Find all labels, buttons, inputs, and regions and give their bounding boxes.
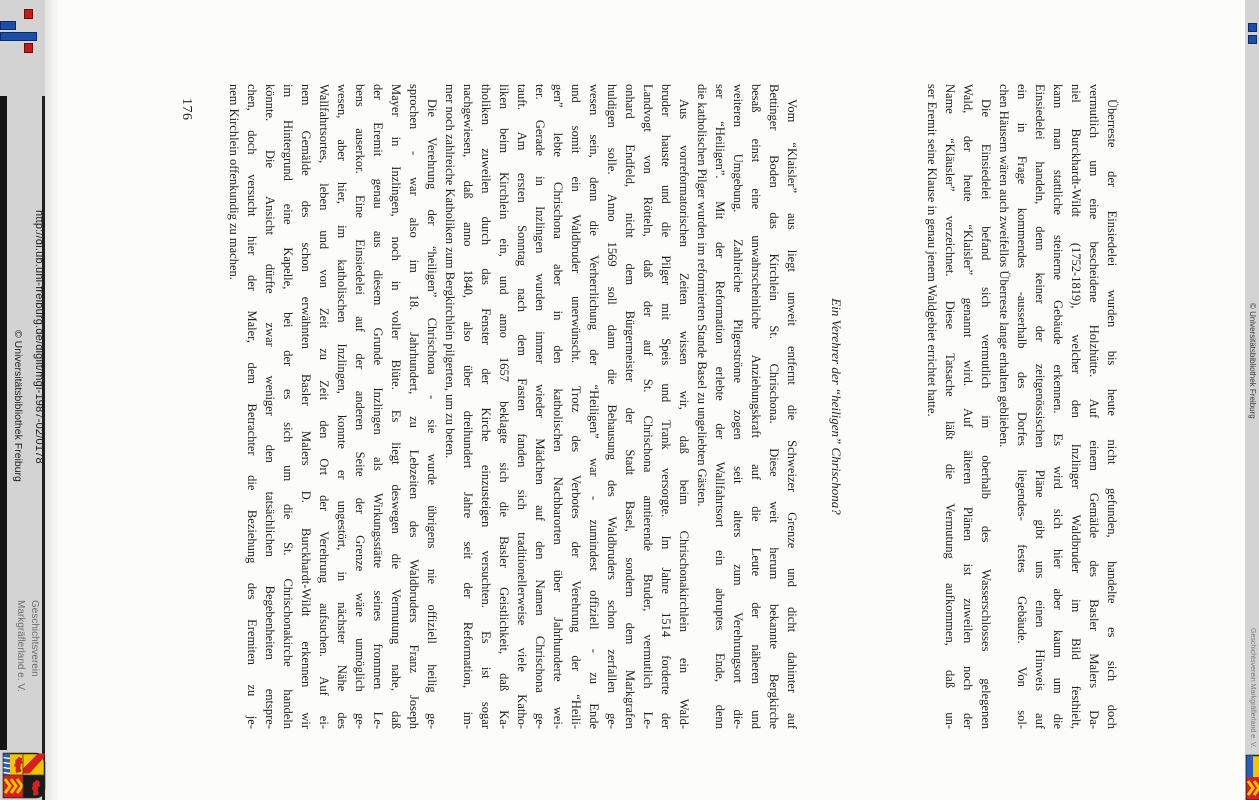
nav-arrow-long-icon[interactable]	[0, 32, 37, 41]
scan-edge-strip	[0, 96, 7, 750]
text-line: nem Gemälde des schon erwähnten Basler Malers D. Burckhardt-Wildt erkennen wir	[299, 84, 313, 729]
text-line: wesen sein, denn die Verherrlichung der “Heiligen” war - zumindest offiziell - zu Ende	[587, 84, 601, 729]
text-line: Einsiedelei handeln, denn keiner der zeitgenössischen Pläne gibt uns einen Hinweis auf	[1033, 84, 1047, 729]
text-line: tholiken zuweilen durch das Fenster der Kirche einzusteigen versuchten. Es ist sogar	[479, 84, 493, 729]
text-line: und somit ein Waldbruder unerwünscht. Trotz des Verbotes der Verehrung der “Heili-	[569, 84, 583, 729]
nav-arrow-clipped-icon[interactable]	[1248, 23, 1257, 32]
text-line: bens auserkor. Eine Einsiedelei auf der anderen Seite der Grenze wäre unmöglich ge-	[353, 84, 367, 729]
text-line: onhard Endfeld, nicht dem Bürgermeister der Stadt Basel, sondern dem Markgrafen	[623, 84, 637, 729]
nav-arrow-clipped-icon[interactable]	[1248, 35, 1257, 44]
text-line: ein in Frage kommendes -ausserhalb des Dorfes liegendes- festes Gebäude. Von sol-	[1015, 84, 1029, 729]
text-line: mer noch zahlreiche Katholiken zum Bergkirchlein pilgerten, um zu beten.	[443, 84, 457, 459]
society-name-clipped: Geschichtsverein Markgräflerland e. V.	[1249, 628, 1256, 748]
text-line: Landvogt von Rötteln, daß der auf St. Chrischona amtierende Bruder, vermutlich Le-	[641, 84, 655, 729]
text-line: ter. Gerade in Inzlingen wurden immer wieder Mädchen auf den Namen Chrischona ge-	[533, 84, 547, 729]
text-line: chen, doch versucht hier der Maler, dem Betrachter die Beziehung des Eremiten zu je-	[245, 84, 259, 729]
text-line: Überreste der Einsiedelei wurden bis heute nicht gefunden, handelte es sich doch	[1105, 99, 1119, 729]
text-line: weiteren Umgebung. Zahlreiche Pilgerströme zogen seit alters zum Verehrungsort die-	[731, 84, 745, 729]
text-line: die katholischen Pilger wurden im reformierten Stande Basel zu ungeliebten Gästen.	[695, 84, 709, 507]
text-line: tauft. Am ersten Sonntag nach dem Fasten fanden sich traditionellerweise viele Katho-	[515, 84, 529, 729]
text-line: ser Eremit seine Klause in genau jenem Waldgebiet errichtet hatte.	[925, 84, 939, 417]
text-line: könnte. Die Ansicht dürfte zwar weniger den tatsächlichen Begebenheiten entspre-	[263, 84, 277, 729]
text-line: wesen, aber hier, im katholischen Inzlingen, konnte er ungestört, in nächster Nähe des	[335, 84, 349, 729]
section-heading: Ein Verehrer der “heiligen” Chrischona?	[829, 298, 844, 515]
text-line: vermutlich um eine bescheidene Holzhütte. Auf einem Gemälde des Basler Malers Da-	[1087, 84, 1101, 729]
text-line: Vom “Klaisler” aus liegt unweit entfernt die Schweizer Grenze und dicht dahinter auf	[785, 99, 799, 729]
paragraph	[225, 84, 441, 729]
text-line: gen” lebte Chrischona aber in den katholischen Nachbarorten über Jahrhunderte wei-	[551, 84, 565, 729]
text-line: Aus vorreformatorischen Zeiten wissen wir, daß beim Chrischonakirchlein ein Wald-	[677, 99, 691, 729]
text-line: besaß einst eine unwahrscheinliche Anziehungskraft auf die Leute der näheren und	[749, 84, 763, 729]
text-line: ser “Heiligen”. Mit der Reformation erlebte der Wallfahrtsort ein abruptes Ende, denn	[713, 84, 727, 729]
text-line: nem Kirchlein offenkundig zu machen.	[227, 84, 241, 280]
copyright-stamp-clipped: © Universitätsbibliothek Freiburg	[1248, 303, 1257, 419]
text-line: der Eremit genau aus diesem Grunde Inzlingen als Wirkungsstätte seines frommen Le-	[371, 84, 385, 729]
paragraph	[995, 84, 1121, 729]
text-line: im Hintergrund eine Kapelle, bei der es sich um die St. Chrischonakirche handeln	[281, 84, 295, 729]
text-line: Wald, der heute “Klaisler” genannt wird. Auf älteren Plänen ist zuweilen noch der	[961, 84, 975, 729]
text-line: Die Einsiedelei befand sich vermutlich im oberhalb des Wasserschlosses gelegenen	[979, 99, 993, 729]
paragraph	[923, 84, 995, 729]
text-line: chen Häusern wären auch zweifellos Überreste lange erhalten geblieben.	[997, 84, 1011, 448]
text-line: Bettinger Boden das Kirchlein St. Chrischona. Diese weit herum bekannte Bergkirche	[767, 84, 781, 729]
text-line: Die Verehrung der “heiligen” Chrischona - sie wurde übrigens nie offiziell heilig ge-	[425, 99, 439, 729]
paragraph	[441, 84, 693, 729]
text-line: niel Burckhardt-Wildt (1752-1819), welcher den Inzlinger Waldbruder im Bild festhielt,	[1069, 84, 1083, 729]
document-url-stamp: http://dl.ub.uni-freiburg.de/diglit/mgl-1987-02/0178	[33, 210, 45, 464]
page-paragraphs	[225, 84, 1121, 729]
society-name-line1: Geschichtsverein	[29, 600, 40, 677]
text-line: Wallfahrtsortes, leben und von Zeit zu Zeit den Ort der Verehrung aufsuchen. Auf ei-	[317, 84, 331, 729]
text-line: huldigen solle. Anno 1569 soll dann die Behausung des Waldbruders schon zerfallen ge-	[605, 84, 619, 729]
text-line: Mayer in Inzlingen, noch in voller Blüte. Es liegt deswegen die Vermutung nahe, daß	[389, 84, 403, 729]
page-text-block	[177, 84, 1121, 729]
text-line: liken beim Kirchlein ein, und anno 1657 beklagte sich die Basler Geistlichkeit, daß Ka-	[497, 84, 511, 729]
text-line: sprochen - war also im 18. Jahrhundert, zu Lebzeiten des Waldbruders Franz Joseph	[407, 84, 421, 729]
text-line: nachgewiesen, daß anno 1840, also über dreihundert Jahre seit der Reformation, im-	[461, 84, 475, 729]
copyright-stamp: © Universitätsbibliothek Freiburg	[12, 330, 24, 482]
coat-of-arms-clipped	[1245, 754, 1259, 800]
text-line: kann man stattliche steinerne Gebäude erkennen. Es wird sich hier aber kaum um die	[1051, 84, 1065, 729]
page-gutter-shadow	[45, 0, 59, 800]
nav-stop-icon[interactable]	[24, 9, 33, 19]
paragraph	[693, 84, 801, 729]
text-line: bruder hauste und die Pilger mit Speis und Trank versorgte. Im Jahre 1514 forderte der	[659, 84, 673, 729]
nav-arrow-short-icon[interactable]	[0, 21, 16, 30]
text-line: Name “Kläusler” verzeichnet. Diese Tatsache läßt die Vermutung aufkommen, daß un-	[943, 84, 957, 729]
page-number: 176	[179, 98, 194, 121]
nav-stop-icon[interactable]	[24, 43, 33, 53]
society-name-line2: Markgräflerland e. V.	[15, 600, 26, 692]
coat-of-arms-logo	[2, 752, 46, 799]
